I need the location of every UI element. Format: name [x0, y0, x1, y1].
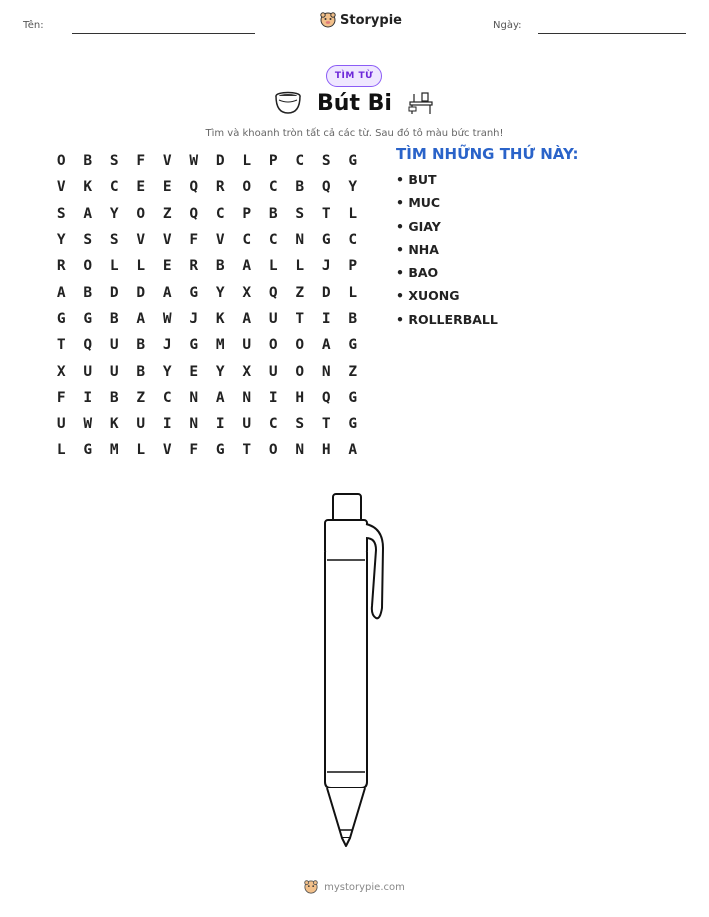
grid-letter[interactable]: A: [321, 337, 331, 354]
date-label: Ngày:: [493, 20, 522, 31]
grid-letter[interactable]: J: [321, 258, 331, 275]
word-list-item: [396, 312, 498, 335]
grid-letter[interactable]: U: [109, 337, 119, 354]
grid-letter[interactable]: R: [56, 258, 66, 275]
word-search-grid[interactable]: [48, 148, 366, 464]
grid-letter[interactable]: M: [109, 442, 119, 459]
grid-letter[interactable]: U: [109, 363, 119, 380]
grid-letter[interactable]: B: [268, 205, 278, 222]
grid-letter[interactable]: C: [162, 389, 172, 406]
grid-letter[interactable]: Y: [162, 363, 172, 380]
word-text: ROLLERBALL: [408, 311, 498, 327]
grid-letter[interactable]: U: [268, 363, 278, 380]
bullet-icon: •: [396, 241, 409, 257]
grid-letter[interactable]: C: [242, 232, 252, 249]
grid-letter[interactable]: K: [83, 179, 93, 196]
grid-letter[interactable]: V: [136, 232, 146, 249]
grid-letter[interactable]: A: [162, 284, 172, 301]
ballpoint-pen-drawing[interactable]: [300, 490, 390, 850]
grid-letter[interactable]: Z: [162, 205, 172, 222]
word-text: GIAY: [408, 218, 441, 234]
grid-letter[interactable]: W: [83, 416, 93, 433]
grid-letter[interactable]: L: [56, 442, 66, 459]
date-line: [538, 33, 686, 34]
grid-letter[interactable]: N: [295, 442, 305, 459]
word-list-item: [396, 219, 498, 242]
word-list: [396, 172, 498, 335]
grid-letter[interactable]: Y: [109, 205, 119, 222]
grid-letter[interactable]: T: [295, 310, 305, 327]
grid-letter[interactable]: G: [189, 284, 199, 301]
grid-letter[interactable]: U: [56, 416, 66, 433]
brand-name: Storypie: [340, 12, 402, 28]
grid-letter[interactable]: V: [56, 179, 66, 196]
grid-letter[interactable]: W: [189, 153, 199, 170]
grid-letter[interactable]: G: [189, 337, 199, 354]
grid-letter[interactable]: I: [321, 310, 331, 327]
word-list-item: [396, 288, 498, 311]
grid-letter[interactable]: B: [295, 179, 305, 196]
grid-letter[interactable]: S: [295, 416, 305, 433]
grid-letter[interactable]: U: [83, 363, 93, 380]
word-text: XUONG: [408, 288, 460, 304]
bullet-icon: •: [396, 172, 409, 187]
grid-letter[interactable]: P: [268, 153, 278, 170]
grid-letter[interactable]: D: [136, 284, 146, 301]
grid-letter[interactable]: N: [242, 389, 252, 406]
grid-letter[interactable]: M: [215, 337, 225, 354]
grid-letter[interactable]: S: [56, 205, 66, 222]
grid-letter[interactable]: C: [295, 153, 305, 170]
grid-letter[interactable]: O: [83, 258, 93, 275]
grid-letter[interactable]: H: [295, 389, 305, 406]
grid-letter[interactable]: T: [56, 337, 66, 354]
storypie-mascot-icon: [320, 12, 336, 28]
word-text: BAO: [408, 265, 439, 281]
grid-letter[interactable]: Q: [83, 337, 93, 354]
grid-letter[interactable]: I: [215, 416, 225, 433]
grid-letter[interactable]: V: [162, 442, 172, 459]
grid-letter[interactable]: B: [348, 310, 358, 327]
grid-letter[interactable]: O: [268, 442, 278, 459]
grid-letter[interactable]: C: [268, 179, 278, 196]
grid-letter[interactable]: W: [162, 310, 172, 327]
desk-icon: [406, 90, 436, 116]
grid-letter[interactable]: X: [242, 363, 252, 380]
grid-letter[interactable]: F: [189, 232, 199, 249]
grid-letter[interactable]: E: [136, 179, 146, 196]
grid-letter[interactable]: P: [242, 205, 252, 222]
grid-letter[interactable]: Q: [189, 179, 199, 196]
grid-letter[interactable]: L: [109, 258, 119, 275]
grid-letter[interactable]: Q: [321, 179, 331, 196]
grid-letter[interactable]: L: [242, 153, 252, 170]
grid-letter[interactable]: N: [295, 232, 305, 249]
brand-logo: [320, 12, 402, 28]
grid-letter[interactable]: Q: [321, 389, 331, 406]
grid-letter[interactable]: U: [242, 416, 252, 433]
grid-letter[interactable]: A: [136, 310, 146, 327]
grid-letter[interactable]: S: [109, 153, 119, 170]
instructions: Tìm và khoanh tròn tất cả các từ. Sau đó tô màu bức tranh!: [205, 128, 504, 139]
grid-letter[interactable]: L: [136, 258, 146, 275]
grid-letter[interactable]: B: [136, 363, 146, 380]
bullet-icon: •: [396, 195, 409, 211]
word-list-item: [396, 195, 498, 218]
grid-letter[interactable]: V: [215, 232, 225, 249]
grid-letter[interactable]: F: [56, 389, 66, 406]
footer-url[interactable]: mystorypie.com: [324, 881, 405, 893]
grid-letter[interactable]: I: [162, 416, 172, 433]
grid-letter[interactable]: O: [242, 179, 252, 196]
grid-letter[interactable]: X: [242, 284, 252, 301]
grid-letter[interactable]: A: [348, 442, 358, 459]
grid-letter[interactable]: C: [109, 179, 119, 196]
grid-letter[interactable]: T: [321, 205, 331, 222]
grid-letter[interactable]: K: [109, 416, 119, 433]
grid-letter[interactable]: U: [136, 416, 146, 433]
grid-letter[interactable]: D: [215, 153, 225, 170]
word-list-item: [396, 242, 498, 265]
grid-letter[interactable]: O: [295, 363, 305, 380]
grid-letter[interactable]: P: [348, 258, 358, 275]
grid-letter[interactable]: V: [162, 232, 172, 249]
grid-letter[interactable]: E: [162, 258, 172, 275]
activity-badge: TÌM TỪ: [326, 65, 382, 87]
grid-letter[interactable]: I: [268, 389, 278, 406]
grid-letter[interactable]: B: [109, 389, 119, 406]
grid-letter[interactable]: G: [83, 442, 93, 459]
grid-letter[interactable]: O: [295, 337, 305, 354]
bullet-icon: •: [396, 311, 409, 327]
grid-letter[interactable]: G: [348, 337, 358, 354]
grid-letter[interactable]: U: [268, 310, 278, 327]
grid-letter[interactable]: Y: [56, 232, 66, 249]
grid-letter[interactable]: Z: [136, 389, 146, 406]
grid-letter[interactable]: Y: [215, 284, 225, 301]
grid-letter[interactable]: O: [268, 337, 278, 354]
grid-letter[interactable]: T: [242, 442, 252, 459]
storypie-mascot-icon: [304, 880, 318, 894]
grid-letter[interactable]: U: [242, 337, 252, 354]
grid-letter[interactable]: B: [83, 284, 93, 301]
grid-letter[interactable]: C: [215, 205, 225, 222]
name-line: [72, 33, 255, 34]
grid-letter[interactable]: A: [83, 205, 93, 222]
grid-letter[interactable]: K: [215, 310, 225, 327]
word-list-item: [396, 172, 498, 195]
grid-letter[interactable]: H: [321, 442, 331, 459]
grid-letter[interactable]: G: [348, 389, 358, 406]
bullet-icon: •: [396, 265, 409, 281]
grid-letter[interactable]: A: [215, 389, 225, 406]
grid-letter[interactable]: L: [268, 258, 278, 275]
grid-letter[interactable]: X: [56, 363, 66, 380]
bullet-icon: •: [396, 218, 409, 234]
grid-letter[interactable]: C: [348, 232, 358, 249]
grid-letter[interactable]: R: [189, 258, 199, 275]
grid-letter[interactable]: T: [321, 416, 331, 433]
grid-letter[interactable]: S: [109, 232, 119, 249]
grid-letter[interactable]: N: [189, 389, 199, 406]
grid-letter[interactable]: S: [295, 205, 305, 222]
grid-letter[interactable]: Y: [215, 363, 225, 380]
grid-letter[interactable]: D: [109, 284, 119, 301]
grid-letter[interactable]: R: [215, 179, 225, 196]
grid-letter[interactable]: G: [83, 310, 93, 327]
grid-letter[interactable]: Z: [295, 284, 305, 301]
grid-letter[interactable]: E: [189, 363, 199, 380]
grid-letter[interactable]: B: [109, 310, 119, 327]
grid-letter[interactable]: E: [162, 179, 172, 196]
title-row: [0, 90, 709, 116]
grid-letter[interactable]: D: [321, 284, 331, 301]
grid-letter[interactable]: O: [136, 205, 146, 222]
name-label: Tên:: [23, 20, 44, 31]
word-list-item: [396, 265, 498, 288]
grid-letter[interactable]: A: [242, 258, 252, 275]
grid-letter[interactable]: O: [56, 153, 66, 170]
grid-letter[interactable]: B: [215, 258, 225, 275]
grid-letter[interactable]: J: [189, 310, 199, 327]
grid-letter[interactable]: A: [242, 310, 252, 327]
page-title: Bút Bi: [317, 90, 392, 116]
grid-letter[interactable]: G: [321, 232, 331, 249]
word-text: BUT: [408, 172, 437, 187]
pot-icon: [273, 90, 303, 116]
grid-letter[interactable]: G: [56, 310, 66, 327]
grid-letter[interactable]: Q: [189, 205, 199, 222]
grid-letter[interactable]: G: [348, 416, 358, 433]
grid-letter[interactable]: B: [136, 337, 146, 354]
grid-letter[interactable]: I: [83, 389, 93, 406]
grid-letter[interactable]: G: [348, 153, 358, 170]
word-list-heading: TÌM NHỮNG THỨ NÀY:: [396, 145, 579, 163]
grid-letter[interactable]: L: [348, 284, 358, 301]
grid-letter[interactable]: G: [215, 442, 225, 459]
grid-letter[interactable]: L: [295, 258, 305, 275]
footer: [0, 880, 709, 894]
grid-letter[interactable]: A: [56, 284, 66, 301]
grid-letter[interactable]: Z: [348, 363, 358, 380]
grid-letter[interactable]: Y: [348, 179, 358, 196]
grid-letter[interactable]: S: [321, 153, 331, 170]
word-text: MUC: [408, 195, 441, 211]
grid-letter[interactable]: F: [189, 442, 199, 459]
grid-letter[interactable]: N: [189, 416, 199, 433]
grid-letter[interactable]: C: [268, 232, 278, 249]
grid-letter[interactable]: C: [268, 416, 278, 433]
grid-letter[interactable]: S: [83, 232, 93, 249]
grid-letter[interactable]: L: [348, 205, 358, 222]
grid-letter[interactable]: F: [136, 153, 146, 170]
word-text: NHA: [408, 241, 439, 257]
grid-letter[interactable]: Q: [268, 284, 278, 301]
grid-letter[interactable]: L: [136, 442, 146, 459]
grid-letter[interactable]: N: [321, 363, 331, 380]
grid-letter[interactable]: J: [162, 337, 172, 354]
grid-letter[interactable]: V: [162, 153, 172, 170]
bullet-icon: •: [396, 288, 409, 304]
grid-letter[interactable]: B: [83, 153, 93, 170]
